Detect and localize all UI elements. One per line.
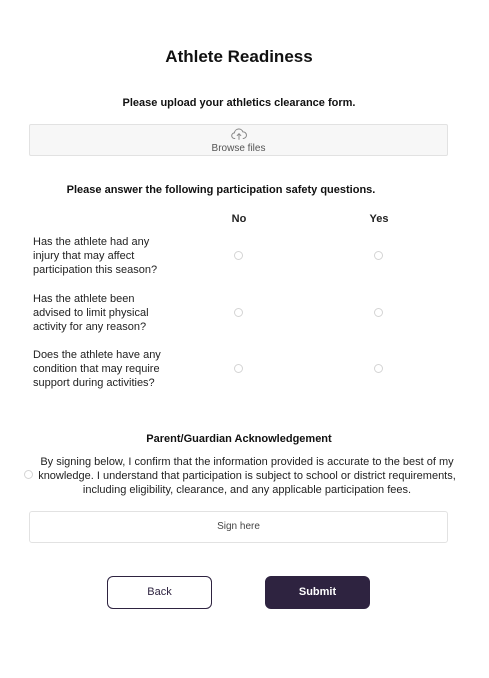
question-text: Has the athlete had any injury that may affect participation this season? [33, 236, 158, 276]
cloud-upload-icon [231, 127, 247, 141]
radio-q2-no[interactable] [234, 308, 243, 317]
acknowledgement-text: By signing below, I confirm that the information provided is accurate to the best of my knowledge. I understand that participation is subject to school or district requirements, including eligibility, clearance, and any applicable participation fees. [38, 456, 456, 496]
radio-q3-yes[interactable] [374, 364, 383, 373]
radio-q2-yes[interactable] [374, 308, 383, 317]
browse-files-label: Browse files [211, 143, 266, 154]
upload-dropzone[interactable] [29, 124, 448, 156]
question-text: Does the athlete have any condition that may require support during activities? [33, 349, 161, 389]
submit-button[interactable]: Submit [265, 576, 370, 609]
radio-q3-no[interactable] [234, 364, 243, 373]
page-title: Athlete Readiness [165, 47, 313, 66]
acknowledgement-checkbox[interactable] [24, 470, 33, 479]
radio-q1-yes[interactable] [374, 251, 383, 260]
back-button[interactable]: Back [107, 576, 212, 609]
column-header-no: No [231, 213, 247, 225]
question-text: Has the athlete been advised to limit physical activity for any reason? [33, 293, 149, 333]
signature-field[interactable]: Sign here [29, 511, 448, 543]
column-header-yes: Yes [369, 213, 389, 225]
upload-instruction: Please upload your athletics clearance form. [122, 97, 356, 109]
acknowledgement-heading: Parent/Guardian Acknowledgement [146, 433, 332, 445]
questions-instruction: Please answer the following participation safety questions. [66, 184, 376, 196]
radio-q1-no[interactable] [234, 251, 243, 260]
